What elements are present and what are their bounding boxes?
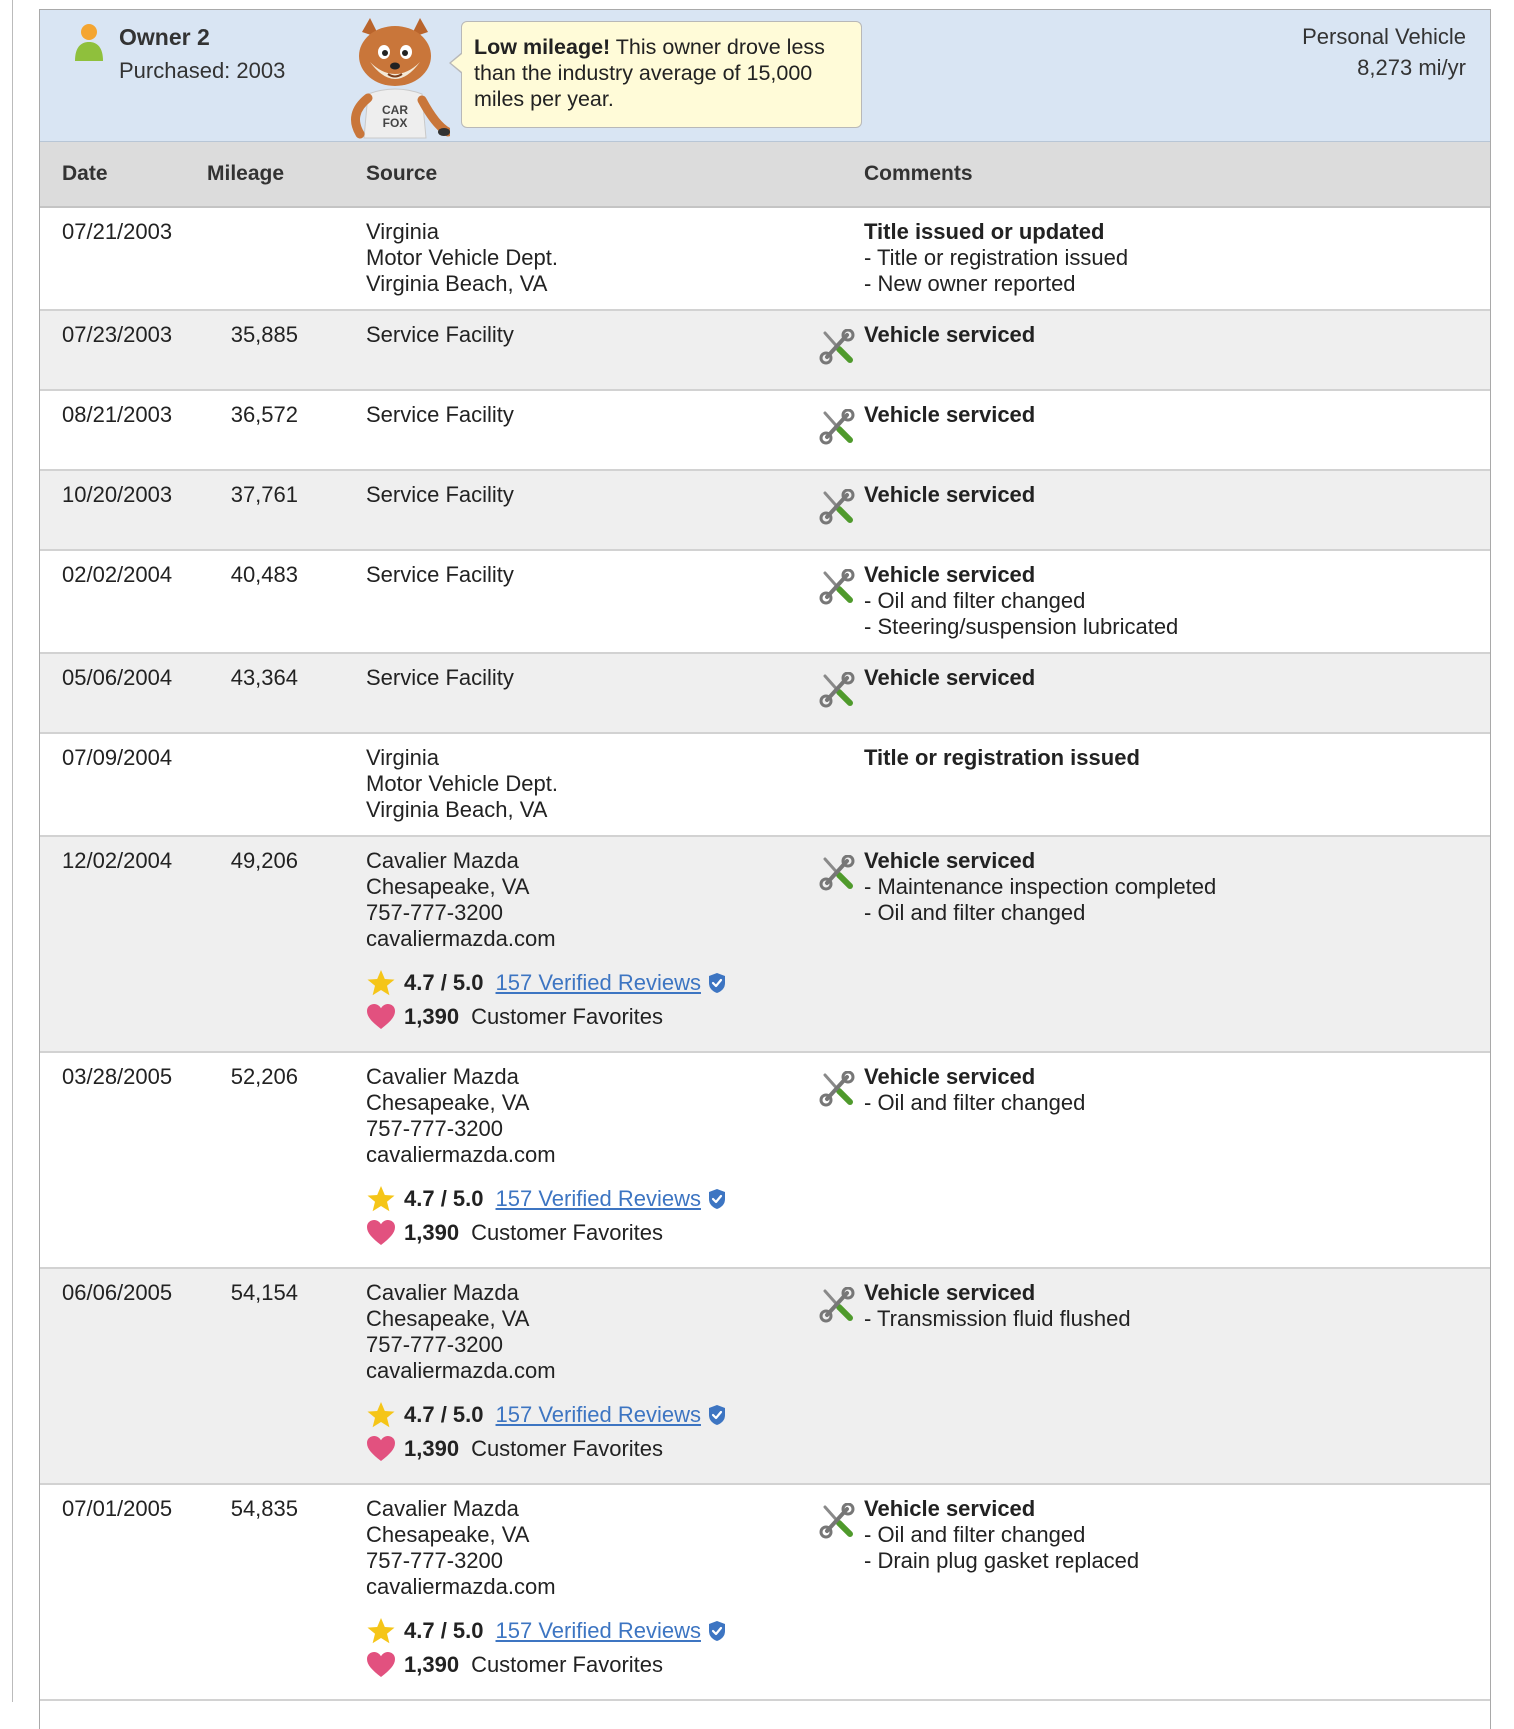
- row-mileage: 35,885: [230, 322, 298, 347]
- comment-line: - Transmission fluid flushed: [864, 1306, 1131, 1331]
- source-line: Virginia Beach, VA: [366, 271, 548, 296]
- verified-shield-icon: [707, 1620, 727, 1642]
- owner-title: Owner 2: [119, 24, 210, 50]
- table-row: [40, 471, 1490, 551]
- dealer-rating: [366, 1398, 727, 1432]
- row-source: [366, 665, 514, 691]
- source-line: Virginia Beach, VA: [366, 797, 548, 822]
- comment-line: - Drain plug gasket replaced: [864, 1548, 1140, 1573]
- favorites-label: Customer Favorites: [471, 1652, 664, 1677]
- dealer-rating: [366, 1182, 727, 1216]
- table-row: [40, 1485, 1490, 1701]
- wrench-screwdriver-icon: [819, 855, 855, 891]
- page-left-border: [12, 0, 13, 1702]
- source-line: cavaliermazda.com: [366, 1142, 556, 1167]
- rating-value: 4.7 / 5.0: [404, 970, 484, 995]
- row-mileage: 37,761: [230, 482, 298, 507]
- owner-purchased: Purchased: 2003: [119, 58, 286, 83]
- comment-line: - Oil and filter changed: [864, 1522, 1086, 1547]
- row-source: [366, 745, 558, 823]
- header-mileage: Mileage: [207, 162, 285, 185]
- person-icon: [74, 23, 104, 63]
- header-comments: Comments: [864, 162, 973, 185]
- table-header: [40, 142, 1490, 208]
- verified-reviews-link[interactable]: 157 Verified Reviews: [495, 1186, 701, 1211]
- row-source: [366, 402, 514, 428]
- row-date: 07/21/2003: [62, 219, 173, 244]
- row-comments: [864, 1280, 1131, 1332]
- favorites-count: 1,390: [404, 1652, 460, 1677]
- row-comments: [864, 1064, 1085, 1116]
- favorites-count: 1,390: [404, 1220, 460, 1245]
- rating-value: 4.7 / 5.0: [404, 1402, 484, 1427]
- mileage-per-year: 8,273 mi/yr: [1357, 55, 1466, 80]
- comment-line: - Title or registration issued: [864, 245, 1129, 270]
- tooltip-arrow-inner: [451, 54, 462, 72]
- row-comments: [864, 745, 1140, 771]
- row-date: 10/20/2003: [62, 482, 173, 507]
- verified-reviews-link[interactable]: 157 Verified Reviews: [495, 1402, 701, 1427]
- table-row: [40, 1053, 1490, 1269]
- source-line: Service Facility: [366, 562, 514, 587]
- row-date: 07/09/2004: [62, 745, 173, 770]
- comment-title: Vehicle serviced: [864, 482, 1036, 507]
- source-line: cavaliermazda.com: [366, 1574, 556, 1599]
- wrench-screwdriver-icon: [819, 1287, 855, 1323]
- row-mileage: 43,364: [230, 665, 298, 690]
- history-rows: [40, 208, 1490, 1701]
- wrench-screwdriver-icon: [819, 1071, 855, 1107]
- comment-title: Vehicle serviced: [864, 1496, 1036, 1521]
- verified-shield-icon: [707, 1404, 727, 1426]
- row-source: [366, 1064, 727, 1250]
- comment-title: Title or registration issued: [864, 745, 1140, 770]
- row-source: [366, 482, 514, 508]
- table-row: [40, 837, 1490, 1053]
- comment-line: - New owner reported: [864, 271, 1076, 296]
- heart-icon: [366, 1434, 396, 1464]
- table-row: [40, 734, 1490, 837]
- source-line: Motor Vehicle Dept.: [366, 771, 558, 796]
- row-comments: [864, 1496, 1139, 1574]
- source-line: Chesapeake, VA: [366, 1522, 530, 1547]
- table-row: [40, 551, 1490, 654]
- star-icon: [366, 968, 396, 998]
- wrench-screwdriver-icon: [819, 569, 855, 605]
- low-mileage-tooltip: [461, 21, 862, 128]
- row-comments: [864, 562, 1178, 640]
- source-line: Motor Vehicle Dept.: [366, 245, 558, 270]
- source-line: Virginia: [366, 219, 439, 244]
- source-line: Service Facility: [366, 482, 514, 507]
- row-mileage: 40,483: [230, 562, 298, 587]
- table-row: [40, 311, 1490, 391]
- source-line: Chesapeake, VA: [366, 1090, 530, 1115]
- comment-title: Vehicle serviced: [864, 1280, 1036, 1305]
- row-mileage: 49,206: [230, 848, 298, 873]
- star-icon: [366, 1184, 396, 1214]
- source-line: Cavalier Mazda: [366, 1280, 519, 1305]
- row-date: 05/06/2004: [62, 665, 173, 690]
- row-source: [366, 1280, 727, 1466]
- source-line: 757-777-3200: [366, 1116, 504, 1141]
- source-line: cavaliermazda.com: [366, 926, 556, 951]
- source-line: cavaliermazda.com: [366, 1358, 556, 1383]
- favorites-count: 1,390: [404, 1004, 460, 1029]
- dealer-rating: [366, 1614, 727, 1648]
- comment-title: Vehicle serviced: [864, 848, 1036, 873]
- source-line: Cavalier Mazda: [366, 1064, 519, 1089]
- row-date: 03/28/2005: [62, 1064, 173, 1089]
- wrench-screwdriver-icon: [819, 489, 855, 525]
- source-line: 757-777-3200: [366, 1548, 504, 1573]
- owner-history-card: [39, 9, 1491, 1729]
- customer-favorites: [366, 1216, 727, 1250]
- row-comments: [864, 848, 1216, 926]
- row-source: [366, 219, 558, 297]
- comment-title: Vehicle serviced: [864, 562, 1036, 587]
- svg-text:FOX: FOX: [382, 116, 408, 130]
- row-date: 07/01/2005: [62, 1496, 173, 1521]
- favorites-label: Customer Favorites: [471, 1220, 664, 1245]
- comment-line: - Oil and filter changed: [864, 900, 1086, 925]
- row-comments: [864, 482, 1035, 508]
- row-mileage: 54,835: [230, 1496, 298, 1521]
- source-line: Service Facility: [366, 665, 514, 690]
- header-date: Date: [62, 162, 108, 185]
- row-source: [366, 322, 514, 348]
- source-line: 757-777-3200: [366, 900, 504, 925]
- table-row: [40, 1269, 1490, 1485]
- favorites-count: 1,390: [404, 1436, 460, 1461]
- table-row: [40, 391, 1490, 471]
- wrench-screwdriver-icon: [819, 409, 855, 445]
- row-source: [366, 562, 514, 588]
- heart-icon: [366, 1218, 396, 1248]
- row-source: [366, 848, 727, 1034]
- owner-header: [40, 10, 1490, 142]
- row-mileage: 52,206: [230, 1064, 298, 1089]
- source-line: Cavalier Mazda: [366, 848, 519, 873]
- heart-icon: [366, 1650, 396, 1680]
- wrench-screwdriver-icon: [819, 329, 855, 365]
- wrench-screwdriver-icon: [819, 1503, 855, 1539]
- comment-title: Vehicle serviced: [864, 1064, 1036, 1089]
- tooltip-bold: Low mileage!: [474, 35, 611, 59]
- comment-title: Vehicle serviced: [864, 665, 1036, 690]
- tooltip-text: This owner drove less than the industry average of 15,000 miles per year.: [474, 35, 825, 111]
- carfox-mascot-icon: [340, 18, 450, 140]
- source-line: Virginia: [366, 745, 439, 770]
- svg-text:CAR: CAR: [382, 103, 408, 117]
- row-source: [366, 1496, 727, 1682]
- customer-favorites: [366, 1000, 727, 1034]
- row-comments: [864, 219, 1128, 297]
- dealer-rating: [366, 966, 727, 1000]
- source-line: 757-777-3200: [366, 1332, 504, 1357]
- wrench-screwdriver-icon: [819, 672, 855, 708]
- row-date: 07/23/2003: [62, 322, 173, 347]
- star-icon: [366, 1400, 396, 1430]
- row-comments: [864, 665, 1035, 691]
- comment-line: - Maintenance inspection completed: [864, 874, 1217, 899]
- customer-favorites: [366, 1432, 727, 1466]
- row-date: 12/02/2004: [62, 848, 173, 873]
- heart-icon: [366, 1002, 396, 1032]
- customer-favorites: [366, 1648, 727, 1682]
- row-comments: [864, 402, 1035, 428]
- rating-value: 4.7 / 5.0: [404, 1618, 484, 1643]
- comment-title: Vehicle serviced: [864, 322, 1036, 347]
- favorites-label: Customer Favorites: [471, 1004, 664, 1029]
- favorites-label: Customer Favorites: [471, 1436, 664, 1461]
- source-line: Service Facility: [366, 322, 514, 347]
- star-icon: [366, 1616, 396, 1646]
- verified-reviews-link[interactable]: 157 Verified Reviews: [495, 970, 701, 995]
- row-date: 08/21/2003: [62, 402, 173, 427]
- source-line: Service Facility: [366, 402, 514, 427]
- row-mileage: 36,572: [230, 402, 298, 427]
- table-row: [40, 654, 1490, 734]
- row-date: 02/02/2004: [62, 562, 173, 587]
- header-source: Source: [366, 162, 438, 185]
- comment-title: Vehicle serviced: [864, 402, 1036, 427]
- source-line: Chesapeake, VA: [366, 1306, 530, 1331]
- row-comments: [864, 322, 1035, 348]
- comment-title: Title issued or updated: [864, 219, 1105, 244]
- verified-reviews-link[interactable]: 157 Verified Reviews: [495, 1618, 701, 1643]
- vehicle-type: Personal Vehicle: [1302, 24, 1466, 49]
- source-line: Chesapeake, VA: [366, 874, 530, 899]
- verified-shield-icon: [707, 1188, 727, 1210]
- comment-line: - Steering/suspension lubricated: [864, 614, 1179, 639]
- row-mileage: 54,154: [230, 1280, 298, 1305]
- verified-shield-icon: [707, 972, 727, 994]
- table-row: [40, 208, 1490, 311]
- comment-line: - Oil and filter changed: [864, 1090, 1086, 1115]
- rating-value: 4.7 / 5.0: [404, 1186, 484, 1211]
- comment-line: - Oil and filter changed: [864, 588, 1086, 613]
- row-date: 06/06/2005: [62, 1280, 173, 1305]
- source-line: Cavalier Mazda: [366, 1496, 519, 1521]
